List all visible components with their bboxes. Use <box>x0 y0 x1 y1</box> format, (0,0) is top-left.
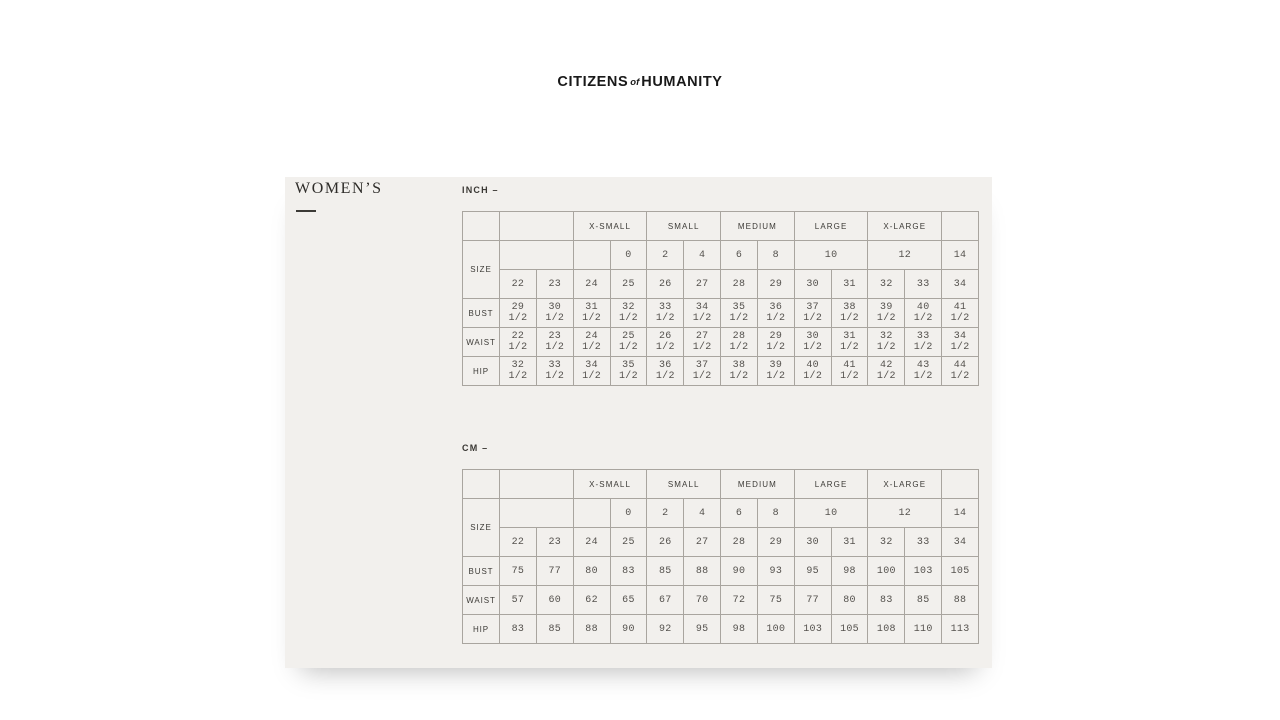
measurement-value: 65 <box>610 586 647 615</box>
measurement-value: 39 1/2 <box>868 299 905 328</box>
measurement-value: 88 <box>573 615 610 644</box>
empty-size-cell <box>573 241 610 270</box>
tab-womens[interactable]: WOMEN’S <box>295 180 383 197</box>
numeric-size-cell: 14 <box>942 499 979 528</box>
measurement-value: 70 <box>684 586 721 615</box>
measurement-value: 105 <box>831 615 868 644</box>
numeric-size-cell: 0 <box>610 499 647 528</box>
measurement-value: 40 1/2 <box>905 299 942 328</box>
measurement-value: 67 <box>647 586 684 615</box>
measurement-value: 88 <box>684 557 721 586</box>
size-group-header: X-SMALL <box>573 470 647 499</box>
measurement-value: 77 <box>536 557 573 586</box>
measurement-value: 77 <box>794 586 831 615</box>
measurement-value: 103 <box>905 557 942 586</box>
measurement-value: 29 1/2 <box>757 328 794 357</box>
measurement-label: WAIST <box>463 586 500 615</box>
measurement-value: 38 1/2 <box>721 357 758 386</box>
measurement-value: 30 1/2 <box>536 299 573 328</box>
waist-size-cell: 31 <box>831 528 868 557</box>
measurement-value: 88 <box>942 586 979 615</box>
measurement-value: 32 1/2 <box>868 328 905 357</box>
waist-size-cell: 32 <box>868 270 905 299</box>
measurement-value: 33 1/2 <box>647 299 684 328</box>
corner-empty-cell <box>463 212 500 241</box>
measurement-label: BUST <box>463 299 500 328</box>
measurement-value: 83 <box>610 557 647 586</box>
brand-logo-of: of <box>630 77 640 88</box>
waist-size-cell: 33 <box>905 528 942 557</box>
empty-size-cell <box>500 241 574 270</box>
size-group-header: LARGE <box>794 212 868 241</box>
measurement-value: 37 1/2 <box>794 299 831 328</box>
measurement-value: 95 <box>684 615 721 644</box>
waist-size-cell: 22 <box>500 528 537 557</box>
measurement-value: 41 1/2 <box>831 357 868 386</box>
waist-size-cell: 29 <box>757 528 794 557</box>
waist-size-cell: 34 <box>942 528 979 557</box>
measurement-value: 24 1/2 <box>573 328 610 357</box>
size-group-header: LARGE <box>794 470 868 499</box>
cm-size-table <box>462 469 979 644</box>
numeric-size-cell: 12 <box>868 499 942 528</box>
measurement-value: 85 <box>536 615 573 644</box>
measurement-value: 43 1/2 <box>905 357 942 386</box>
measurement-value: 26 1/2 <box>647 328 684 357</box>
measurement-value: 27 1/2 <box>684 328 721 357</box>
inch-unit-label: INCH – <box>462 185 499 195</box>
empty-group-cell <box>500 212 574 241</box>
measurement-value: 34 1/2 <box>573 357 610 386</box>
measurement-value: 90 <box>721 557 758 586</box>
numeric-size-cell: 8 <box>757 499 794 528</box>
numeric-size-cell: 0 <box>610 241 647 270</box>
measurement-value: 105 <box>942 557 979 586</box>
measurement-value: 108 <box>868 615 905 644</box>
measurement-value: 33 1/2 <box>536 357 573 386</box>
measurement-value: 92 <box>647 615 684 644</box>
numeric-size-cell: 4 <box>684 499 721 528</box>
waist-size-cell: 26 <box>647 528 684 557</box>
waist-size-cell: 33 <box>905 270 942 299</box>
measurement-label: WAIST <box>463 328 500 357</box>
measurement-value: 36 1/2 <box>757 299 794 328</box>
waist-size-cell: 28 <box>721 270 758 299</box>
measurement-value: 42 1/2 <box>868 357 905 386</box>
size-group-header: SMALL <box>647 212 721 241</box>
measurement-value: 25 1/2 <box>610 328 647 357</box>
measurement-value: 60 <box>536 586 573 615</box>
measurement-value: 75 <box>500 557 537 586</box>
measurement-value: 93 <box>757 557 794 586</box>
measurement-value: 95 <box>794 557 831 586</box>
empty-group-cell <box>942 470 979 499</box>
numeric-size-cell: 8 <box>757 241 794 270</box>
corner-empty-cell <box>463 470 500 499</box>
cm-unit-label: CM – <box>462 443 489 453</box>
empty-size-cell <box>500 499 574 528</box>
inch-size-table <box>462 211 979 386</box>
waist-size-cell: 32 <box>868 528 905 557</box>
waist-size-cell: 31 <box>831 270 868 299</box>
measurement-value: 28 1/2 <box>721 328 758 357</box>
size-group-header: X-SMALL <box>573 212 647 241</box>
size-group-header: MEDIUM <box>721 212 795 241</box>
measurement-value: 100 <box>757 615 794 644</box>
measurement-value: 80 <box>573 557 610 586</box>
size-group-header: X-LARGE <box>868 212 942 241</box>
measurement-value: 90 <box>610 615 647 644</box>
size-group-header: MEDIUM <box>721 470 795 499</box>
measurement-value: 38 1/2 <box>831 299 868 328</box>
numeric-size-cell: 2 <box>647 241 684 270</box>
measurement-label: BUST <box>463 557 500 586</box>
active-tab-underline <box>296 210 316 212</box>
measurement-value: 29 1/2 <box>500 299 537 328</box>
measurement-value: 32 1/2 <box>500 357 537 386</box>
numeric-size-cell: 10 <box>794 499 868 528</box>
size-guide-panel <box>285 177 992 668</box>
waist-size-cell: 22 <box>500 270 537 299</box>
measurement-value: 57 <box>500 586 537 615</box>
waist-size-cell: 27 <box>684 270 721 299</box>
measurement-value: 83 <box>500 615 537 644</box>
measurement-value: 22 1/2 <box>500 328 537 357</box>
waist-size-cell: 29 <box>757 270 794 299</box>
brand-logo[interactable] <box>0 74 1280 90</box>
measurement-label: HIP <box>463 357 500 386</box>
empty-group-cell <box>500 470 574 499</box>
measurement-value: 30 1/2 <box>794 328 831 357</box>
measurement-value: 83 <box>868 586 905 615</box>
empty-group-cell <box>942 212 979 241</box>
size-group-header: SMALL <box>647 470 721 499</box>
brand-logo-citizens: CITIZENS <box>557 74 629 90</box>
waist-size-cell: 30 <box>794 528 831 557</box>
waist-size-cell: 27 <box>684 528 721 557</box>
measurement-value: 110 <box>905 615 942 644</box>
cm-size-table-container <box>462 469 979 644</box>
inch-size-table-container <box>462 211 979 386</box>
size-row-label: SIZE <box>463 241 500 299</box>
waist-size-cell: 24 <box>573 528 610 557</box>
empty-size-cell <box>573 499 610 528</box>
measurement-value: 39 1/2 <box>757 357 794 386</box>
waist-size-cell: 30 <box>794 270 831 299</box>
measurement-value: 23 1/2 <box>536 328 573 357</box>
waist-size-cell: 24 <box>573 270 610 299</box>
numeric-size-cell: 14 <box>942 241 979 270</box>
measurement-label: HIP <box>463 615 500 644</box>
measurement-value: 37 1/2 <box>684 357 721 386</box>
measurement-value: 103 <box>794 615 831 644</box>
numeric-size-cell: 6 <box>721 499 758 528</box>
measurement-value: 80 <box>831 586 868 615</box>
numeric-size-cell: 4 <box>684 241 721 270</box>
measurement-value: 98 <box>831 557 868 586</box>
numeric-size-cell: 10 <box>794 241 868 270</box>
measurement-value: 41 1/2 <box>942 299 979 328</box>
measurement-value: 100 <box>868 557 905 586</box>
waist-size-cell: 23 <box>536 528 573 557</box>
waist-size-cell: 26 <box>647 270 684 299</box>
measurement-value: 40 1/2 <box>794 357 831 386</box>
measurement-value: 36 1/2 <box>647 357 684 386</box>
measurement-value: 33 1/2 <box>905 328 942 357</box>
waist-size-cell: 25 <box>610 528 647 557</box>
measurement-value: 113 <box>942 615 979 644</box>
measurement-value: 98 <box>721 615 758 644</box>
measurement-value: 35 1/2 <box>610 357 647 386</box>
numeric-size-cell: 12 <box>868 241 942 270</box>
measurement-value: 75 <box>757 586 794 615</box>
inch-chart-section <box>462 185 979 386</box>
measurement-value: 44 1/2 <box>942 357 979 386</box>
cm-chart-section <box>462 443 979 644</box>
brand-logo-humanity: HUMANITY <box>641 74 723 90</box>
size-row-label: SIZE <box>463 499 500 557</box>
size-group-header: X-LARGE <box>868 470 942 499</box>
measurement-value: 85 <box>647 557 684 586</box>
measurement-value: 35 1/2 <box>721 299 758 328</box>
measurement-value: 31 1/2 <box>573 299 610 328</box>
waist-size-cell: 34 <box>942 270 979 299</box>
numeric-size-cell: 2 <box>647 499 684 528</box>
measurement-value: 62 <box>573 586 610 615</box>
waist-size-cell: 23 <box>536 270 573 299</box>
measurement-value: 72 <box>721 586 758 615</box>
measurement-value: 32 1/2 <box>610 299 647 328</box>
numeric-size-cell: 6 <box>721 241 758 270</box>
measurement-value: 31 1/2 <box>831 328 868 357</box>
measurement-value: 85 <box>905 586 942 615</box>
waist-size-cell: 28 <box>721 528 758 557</box>
waist-size-cell: 25 <box>610 270 647 299</box>
measurement-value: 34 1/2 <box>684 299 721 328</box>
measurement-value: 34 1/2 <box>942 328 979 357</box>
